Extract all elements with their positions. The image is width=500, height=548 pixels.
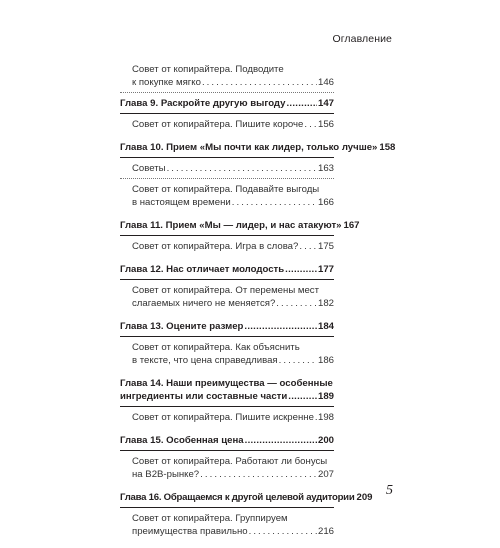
toc-entry-line2: к покупке мягко	[132, 77, 201, 88]
toc-entry-page: 175	[317, 241, 334, 252]
chapter-group	[120, 97, 334, 131]
chapter-title: ингредиенты или составные части	[120, 391, 288, 402]
dot-leader	[288, 390, 317, 404]
toc-entry-line1: Совет от копирайтера. Как объяснить	[132, 342, 300, 353]
toc-entry-page: 186	[317, 355, 334, 366]
toc-entry-line2: слагаемых ничего не меняется?	[132, 298, 276, 309]
chapter-page: 189	[317, 391, 334, 402]
chapter-page: 209	[356, 492, 373, 503]
running-header: Оглавление	[332, 33, 392, 45]
toc-entry-page: 156	[317, 119, 334, 130]
chapter-group	[120, 491, 373, 538]
chapter-title: Глава 15. Особенная цена	[120, 435, 244, 446]
dot-leader	[200, 468, 317, 481]
chapter-heading[interactable]	[120, 377, 334, 407]
chapter-group	[120, 434, 334, 481]
toc-entry-line2: Советы	[132, 163, 166, 174]
toc-entry-line1: Совет от копирайтера. Подавайте выгоды	[132, 184, 320, 195]
dot-leader	[315, 411, 317, 424]
toc-entry-page: 166	[317, 197, 334, 208]
toc-entry-line2: Совет от копирайтера. Игра в слова?	[132, 241, 299, 252]
chapter-title: Глава 11. Прием «Мы — лидер, и нас атакуют»	[120, 220, 342, 231]
dot-leader	[276, 297, 317, 310]
chapter-title-line1: Глава 14. Наши преимущества — особенные	[120, 378, 333, 389]
toc-entry-line1: Совет от копирайтера. Работают ли бонусы	[132, 456, 328, 467]
chapter-heading[interactable]	[120, 320, 334, 337]
toc-entry[interactable]	[120, 240, 334, 253]
toc-entry[interactable]	[120, 63, 334, 93]
chapter-group	[120, 320, 334, 367]
dot-leader	[167, 162, 317, 175]
chapter-heading[interactable]	[120, 263, 334, 280]
toc-entry-page: 198	[317, 412, 334, 423]
toc-entry-line2: в тексте, что цена справедливая	[132, 355, 278, 366]
toc-entry-line1: Совет от копирайтера. От перемены мест	[132, 285, 319, 296]
chapter-page: 167	[343, 220, 360, 231]
chapter-page: 200	[317, 435, 334, 446]
toc-entry-page: 207	[317, 469, 334, 480]
dot-leader	[245, 434, 317, 448]
chapter-title: Глава 12. Нас отличает молодость	[120, 264, 285, 275]
toc-entry-page: 216	[317, 526, 334, 537]
toc-entry[interactable]	[120, 411, 334, 424]
toc-entry-line2: Совет от копирайтера. Пишите короче	[132, 119, 304, 130]
toc-entry-page: 146	[317, 77, 334, 88]
toc-entry[interactable]	[120, 341, 334, 367]
chapter-title: Глава 16. Обращаемся к другой целевой аудитории	[120, 492, 355, 503]
toc-entry[interactable]	[120, 162, 334, 179]
dot-leader	[232, 196, 317, 209]
toc-entry[interactable]	[120, 284, 334, 310]
chapter-page: 147	[317, 98, 334, 109]
chapter-heading[interactable]	[120, 491, 373, 508]
dot-leader	[244, 320, 317, 334]
dot-leader	[299, 240, 317, 253]
dot-leader	[304, 118, 317, 131]
chapter-page: 177	[317, 264, 334, 275]
page-number: 5	[386, 483, 393, 498]
chapter-group	[120, 219, 360, 253]
chapter-heading[interactable]	[120, 219, 360, 236]
chapter-page: 158	[379, 142, 396, 153]
dot-leader	[285, 263, 317, 277]
dot-leader	[279, 354, 317, 367]
toc-entry-line2: Совет от копирайтера. Пишите искренне	[132, 412, 314, 423]
toc-entry-page: 163	[317, 163, 334, 174]
toc-entry-line2: в настоящем времени	[132, 197, 231, 208]
chapter-title: Глава 9. Раскройте другую выгоду	[120, 98, 286, 109]
toc-entry-line1: Совет от копирайтера. Подводите	[132, 64, 284, 75]
chapter-group	[120, 377, 334, 424]
toc-entry[interactable]	[120, 183, 334, 209]
dot-leader	[202, 76, 317, 89]
toc-entry-line1: Совет от копирайтера. Группируем	[132, 513, 288, 524]
chapter-heading[interactable]	[120, 97, 334, 114]
chapter-title: Глава 10. Прием «Мы почти как лидер, только лучше»	[120, 142, 378, 153]
chapter-page: 184	[317, 321, 334, 332]
toc-entry-line2: преимущества правильно	[132, 526, 248, 537]
toc-entry-line2: на B2B-рынке?	[132, 469, 200, 480]
toc-entry[interactable]	[120, 512, 334, 538]
chapter-heading[interactable]	[120, 141, 396, 158]
chapter-title: Глава 13. Оцените размер	[120, 321, 244, 332]
chapter-group	[120, 263, 334, 310]
toc-entry[interactable]	[120, 455, 334, 481]
dot-leader	[286, 97, 317, 111]
chapter-group	[120, 141, 396, 209]
toc-entry-page: 182	[317, 298, 334, 309]
chapter-heading[interactable]	[120, 434, 334, 451]
toc-entry[interactable]	[120, 118, 334, 131]
table-of-contents	[120, 63, 396, 548]
